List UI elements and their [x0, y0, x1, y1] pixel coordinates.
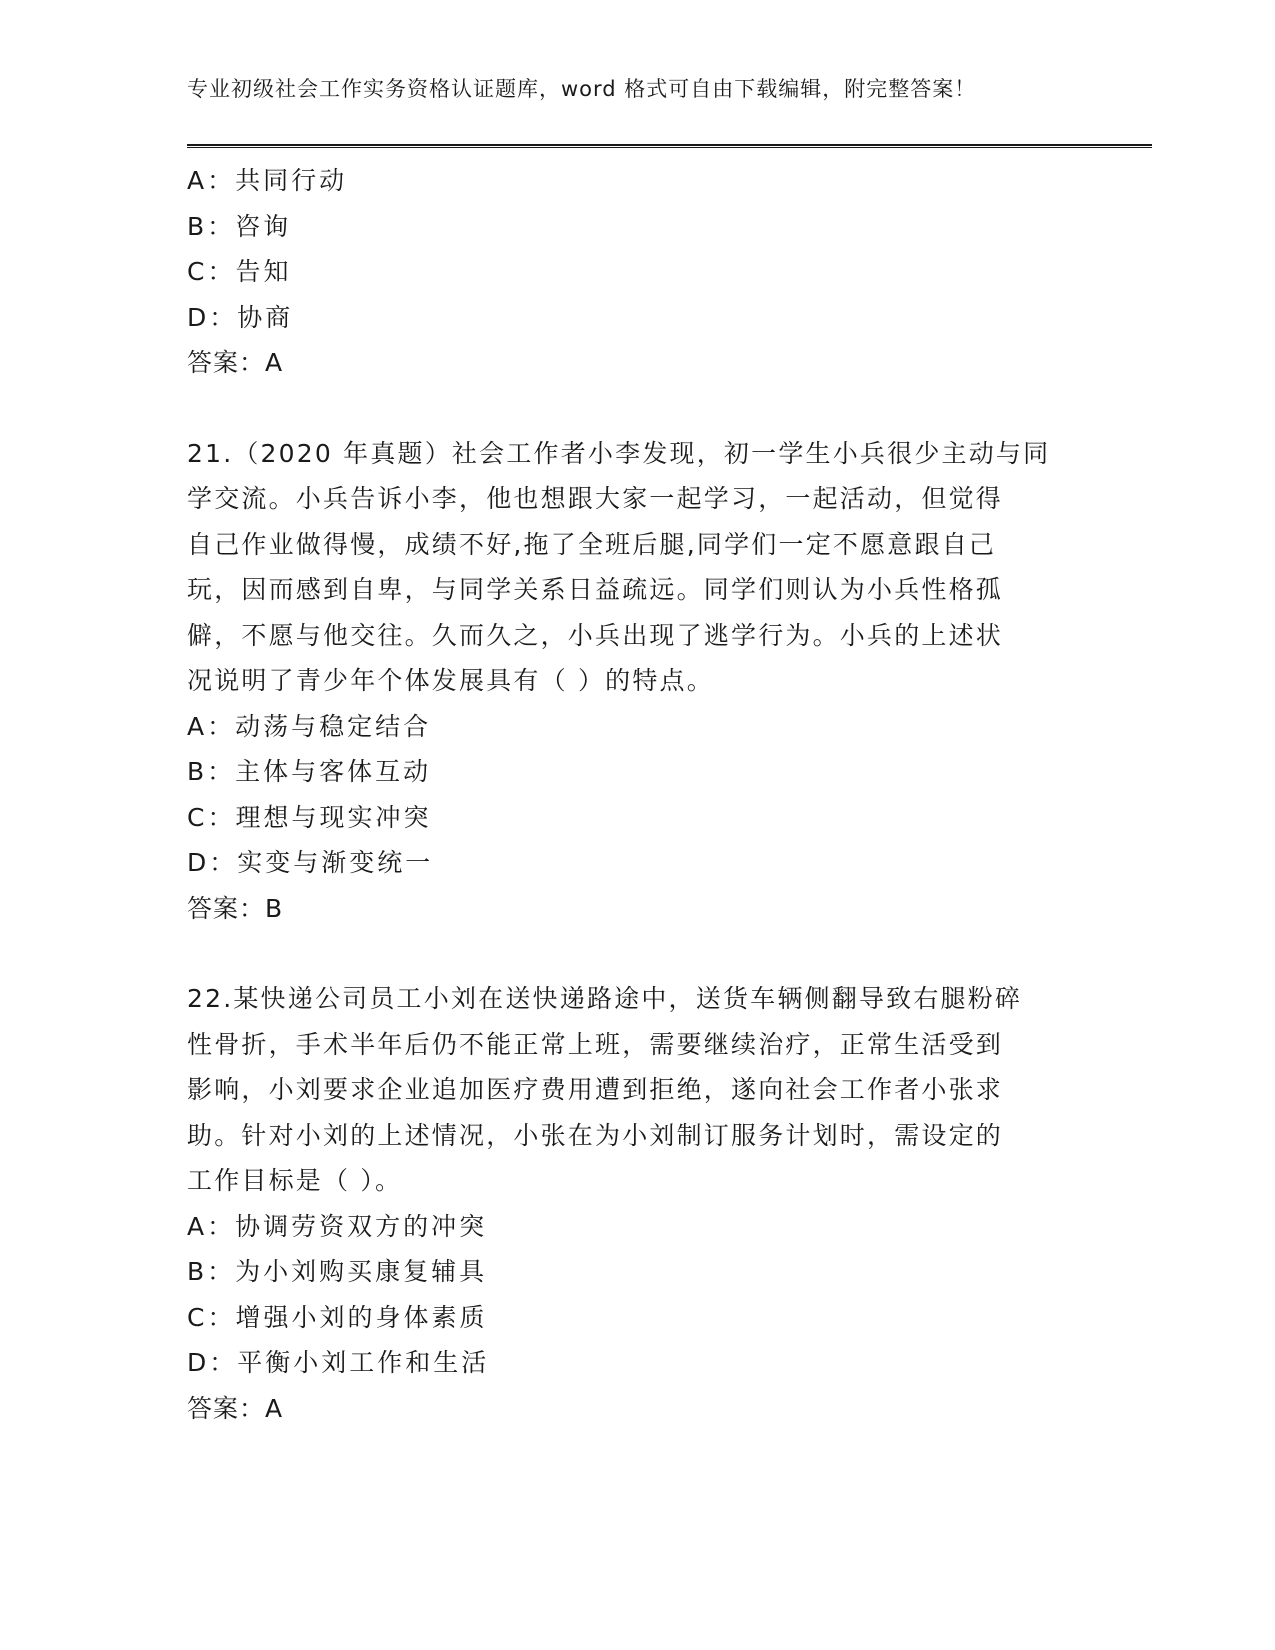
- spacer: [187, 931, 1087, 976]
- option-a: A：共同行动: [187, 166, 348, 195]
- page-header: 专业初级社会工作实务资格认证题库，word 格式可自由下载编辑，附完整答案！: [187, 77, 977, 101]
- question-stem: [187, 431, 1087, 704]
- stem-line: 影响，小刘要求企业追加医疗费用遭到拒绝，遂向社会工作者小张求: [187, 1075, 1004, 1104]
- stem-line: 22.某快递公司员工小刘在送快递路途中，送货车辆侧翻导致右腿粉碎: [187, 984, 1023, 1013]
- option-c: C：告知: [187, 257, 292, 286]
- answer-line: 答案：A: [187, 348, 284, 377]
- question-22: [187, 976, 1087, 1431]
- spacer: [187, 386, 1087, 431]
- option-c: C：理想与现实冲突: [187, 802, 432, 832]
- stem-line: 21.（2020 年真题）社会工作者小李发现，初一学生小兵很少主动与同: [187, 438, 1051, 468]
- answer-line: 答案：B: [187, 893, 284, 923]
- option-b: B：主体与客体互动: [187, 757, 432, 786]
- option-c: C：增强小刘的身体素质: [187, 1302, 488, 1332]
- option-b: B：为小刘购买康复辅具: [187, 1257, 488, 1286]
- option-b: B：咨询: [187, 211, 292, 241]
- stem-line: 工作目标是（ ）。: [187, 1166, 403, 1195]
- stem-line: 助。针对小刘的上述情况，小张在为小刘制订服务计划时，需设定的: [187, 1120, 1004, 1150]
- question-21: [187, 431, 1087, 932]
- stem-line: 况说明了青少年个体发展具有（ ）的特点。: [187, 666, 714, 695]
- option-d: D：协商: [187, 302, 294, 332]
- answer-line: 答案：A: [187, 1393, 284, 1423]
- option-a: A：协调劳资双方的冲突: [187, 1211, 488, 1241]
- stem-line: 僻，不愿与他交往。久而久之，小兵出现了逃学行为。小兵的上述状: [187, 620, 1004, 650]
- header-divider: [187, 144, 1152, 148]
- stem-line: 学交流。小兵告诉小李，他也想跟大家一起学习，一起活动，但觉得: [187, 484, 1004, 513]
- option-d: D：实变与渐变统一: [187, 848, 434, 877]
- prev-question-options: [187, 158, 1087, 386]
- question-content: [187, 158, 1087, 1431]
- stem-line: 自己作业做得慢，成绩不好,拖了全班后腿,同学们一定不愿意跟自己: [187, 529, 997, 559]
- question-stem: [187, 976, 1087, 1204]
- option-a: A：动荡与稳定结合: [187, 711, 432, 741]
- option-d: D：平衡小刘工作和生活: [187, 1348, 490, 1377]
- stem-line: 性骨折，手术半年后仍不能正常上班，需要继续治疗，正常生活受到: [187, 1029, 1004, 1059]
- stem-line: 玩，因而感到自卑，与同学关系日益疏远。同学们则认为小兵性格孤: [187, 575, 1004, 604]
